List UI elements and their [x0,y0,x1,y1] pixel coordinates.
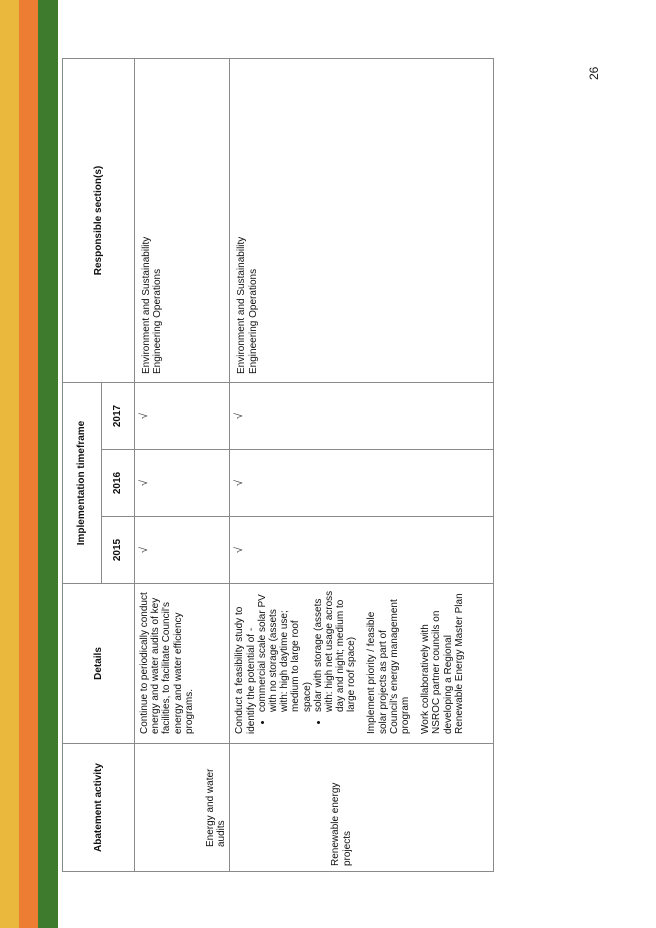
responsible-cell [135,59,230,383]
header-timeframe: Implementation timeframe [63,383,102,584]
header-responsible: Responsible section(s) [63,59,135,383]
table-row-energy-audits [135,59,230,872]
tick-2015: √ [230,517,494,584]
responsible-line: Engineering Operations [152,268,164,374]
details-bullet-list [257,588,358,734]
list-item: • solar with storage (assets with: high net usage across day and night; medium to large roof space) [313,588,358,712]
header-row-top [63,59,102,872]
activity-cell: Energy and water audits [135,744,230,872]
details-text: Continue to periodically conduct energy and water audits of key facilities, to facilitate Council's energy and water efficiency programs. [139,592,195,734]
details-text: Work collaboratively with NSROC partner councils on developing a Regional Renewable Energy Master Plan [420,593,465,734]
details-intro: Conduct a feasibility study to identify the potential of - [234,606,257,734]
header-details: Details [63,584,135,744]
responsible-line: Engineering Operations [247,268,259,374]
activity-cell: Renewable energy projects [230,744,494,872]
abatement-table [62,58,494,872]
tick-2016: √ [135,450,230,517]
header-year-2015: 2015 [102,517,135,584]
list-item: • commercial scale solar PV with no storage (assets with: high daytime use; medium to large roof space) [257,588,313,712]
details-text: Implement priority / feasible solar projects as part of Council's energy management program [366,599,411,734]
table-row-renewable-energy [230,59,494,872]
responsible-line: Environment and Sustainability [141,236,152,374]
responsible-cell [230,59,494,383]
tick-2017: √ [230,383,494,450]
header-year-2016: 2016 [102,450,135,517]
responsible-line: Environment and Sustainability [236,236,248,374]
details-cell [230,584,494,744]
header-activity: Abatement activity [63,744,135,872]
tick-2015: √ [135,517,230,584]
page-number: 26 [587,66,601,80]
details-cell [135,584,230,744]
tick-2016: √ [230,450,494,517]
header-year-2017: 2017 [102,383,135,450]
tick-2017: √ [135,383,230,450]
